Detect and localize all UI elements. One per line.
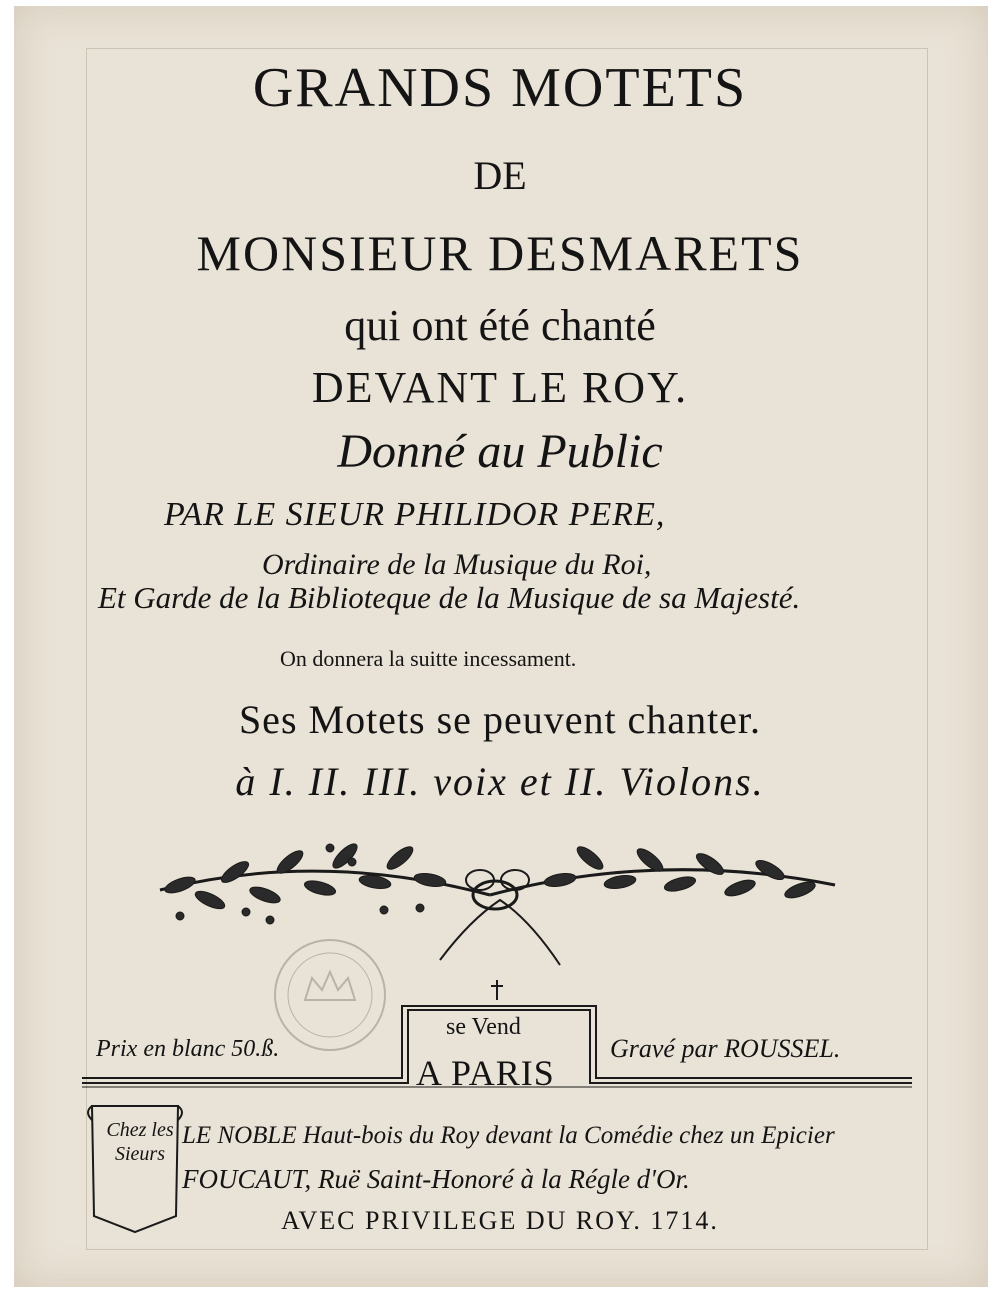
title-devant-le-roy: DEVANT LE ROY. [311,363,689,412]
motets-line: Ses Motets se peuvent chanter. [238,697,762,742]
author-ordinaire: Ordinaire de la Musique du Roi, [262,548,652,581]
title-composer: MONSIEUR DESMARETS [196,225,804,281]
title-chante: qui ont été chanté [344,301,656,350]
seller-noble: LE NOBLE Haut-bois du Roy devant la Comédie chez un Epicier [182,1122,835,1149]
privilege-line: AVEC PRIVILEGE DU ROY. 1714. [281,1206,719,1235]
title-grands-motets: GRANDS MOTETS [252,57,748,119]
cross-icon [491,980,503,1000]
seller-foucaut: FOUCAUT, Ruë Saint-Honoré à la Régle d'Or. [182,1164,690,1194]
title-de: DE [473,153,527,198]
engraver-credit: Gravé par ROUSSEL. [610,1034,841,1063]
suitte-note: On donnera la suitte incessament. [280,646,577,671]
voices-line: à I. II. III. voix et II. Violons. [235,759,765,804]
price-text: Prix en blanc 50.ß. [96,1036,280,1062]
library-stamp-icon [275,940,385,1050]
donne-au-public: Donné au Public [337,425,663,478]
author-garde: Et Garde de la Biblioteque de la Musique de sa Majesté. [98,580,801,615]
se-vend-label: se Vend [446,1014,521,1040]
chez-les-sieurs: Chez les Sieurs [106,1119,174,1165]
paris-label: A PARIS [416,1053,555,1093]
author-name: PAR LE SIEUR PHILIDOR PERE, [164,496,666,533]
laurel-branch-icon [160,840,835,965]
